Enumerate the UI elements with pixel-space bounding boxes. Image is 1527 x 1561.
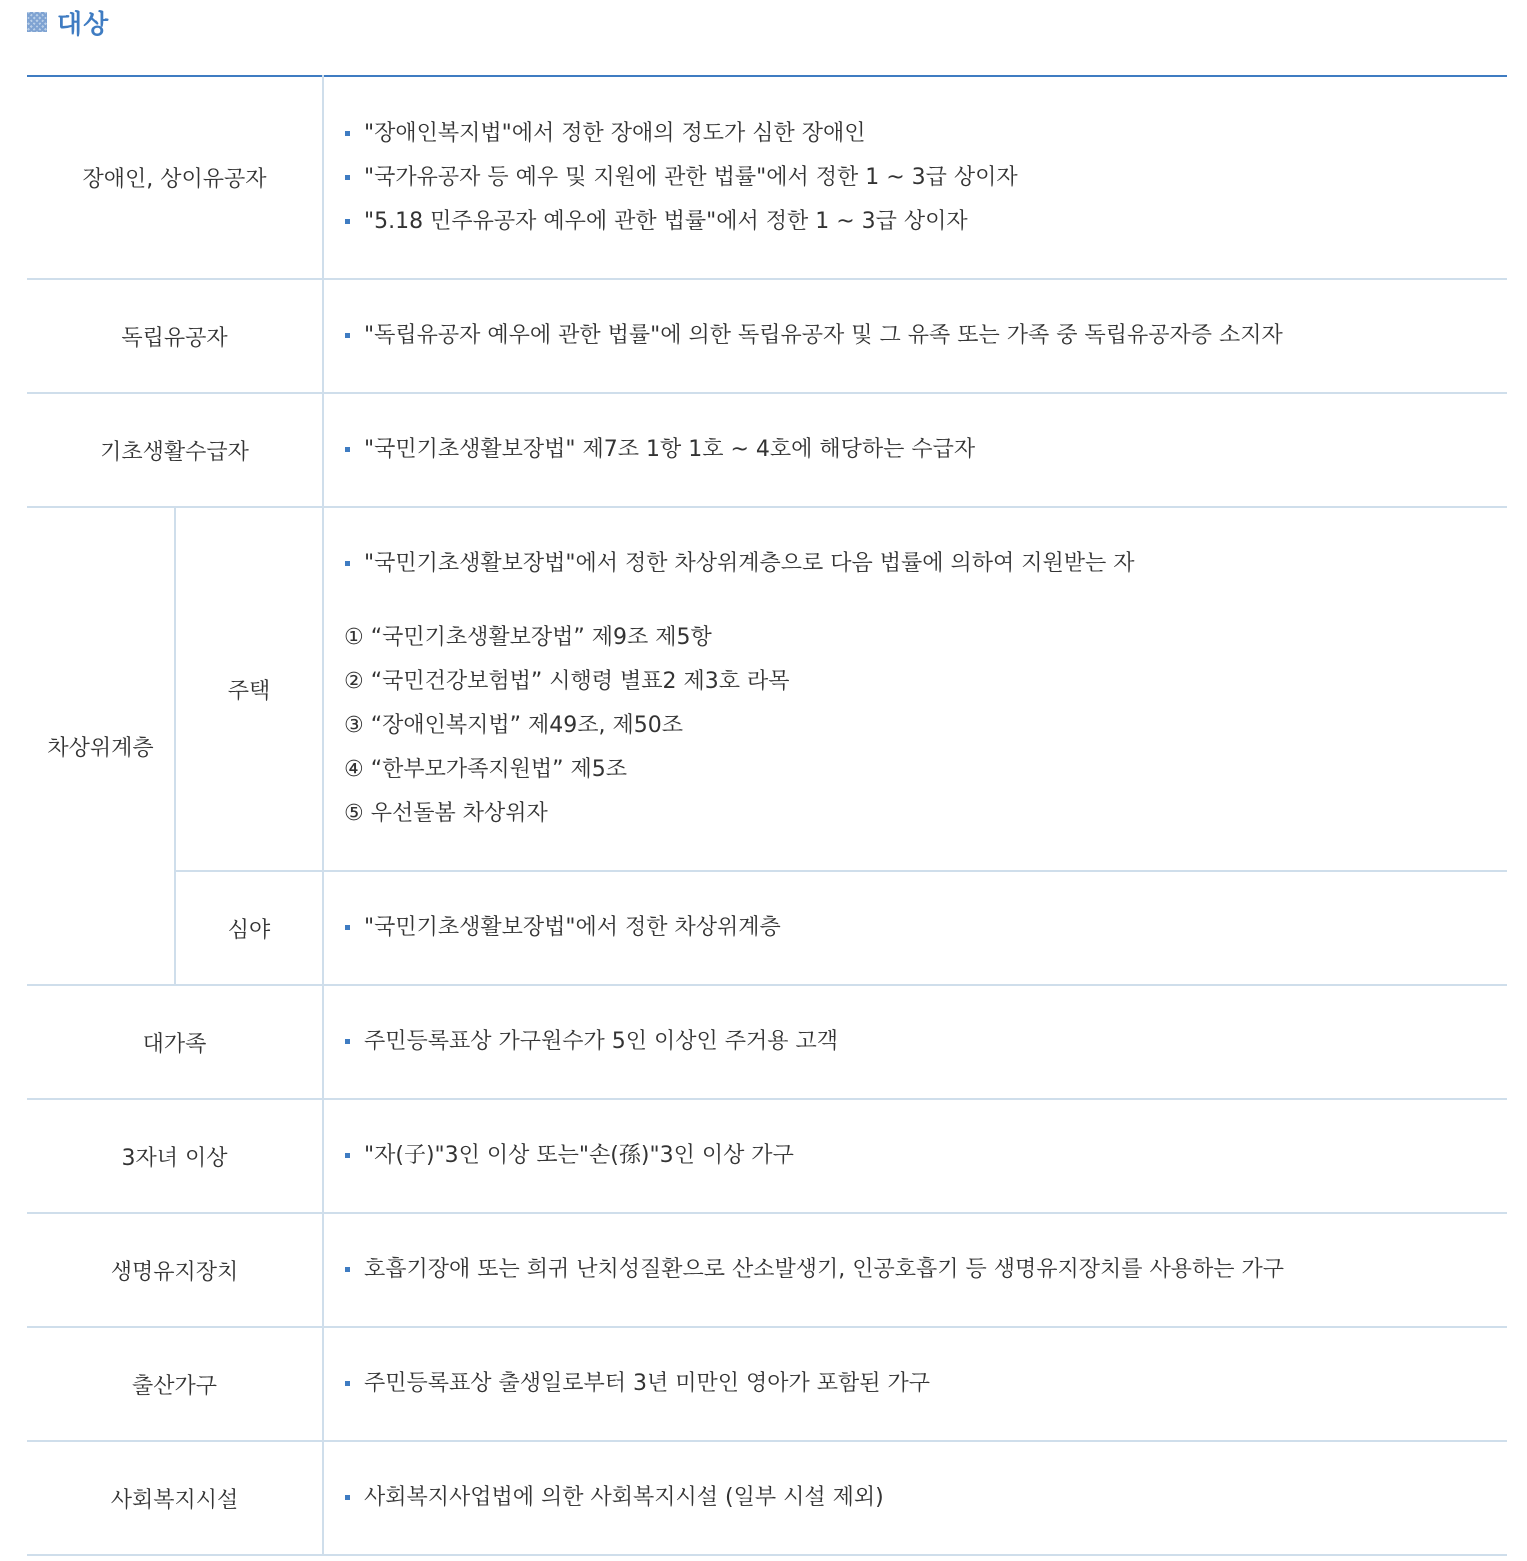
list-item: 호흡기장애 또는 희귀 난치성질환으로 산소발생기, 인공호흡기 등 생명유지장치를 사용하는 가구: [344, 1248, 1487, 1292]
pattern-square-icon: [27, 12, 47, 32]
row-content: [323, 1327, 1507, 1441]
table-row: [27, 1441, 1507, 1555]
law-item: ④ “한부모가족지원법” 제5조: [344, 757, 628, 782]
section-title: 대상: [57, 9, 110, 40]
row-content: [323, 871, 1507, 985]
law-item: ② “국민건강보험법” 시행령 별표2 제3호 라목: [344, 669, 790, 694]
law-item: ⑤ 우선돌봄 차상위자: [344, 801, 548, 826]
row-label: 3자녀 이상: [27, 1099, 323, 1213]
list-item: 주민등록표상 출생일로부터 3년 미만인 영아가 포함된 가구: [344, 1362, 1487, 1406]
list-item: "국민기초생활보장법"에서 정한 차상위계층: [344, 906, 1487, 950]
table-row: [27, 507, 1507, 871]
row-content: [323, 1213, 1507, 1327]
table-row: [27, 393, 1507, 507]
row-label: 독립유공자: [27, 279, 323, 393]
row-content: [323, 76, 1507, 279]
row-label: 장애인, 상이유공자: [27, 76, 323, 279]
table-row: [27, 76, 1507, 279]
list-item: "국가유공자 등 예우 및 지원에 관한 법률"에서 정한 1 ~ 3급 상이자: [344, 156, 1487, 200]
row-content: [323, 985, 1507, 1099]
table-row: [27, 871, 1507, 985]
table-row: [27, 985, 1507, 1099]
row-label: 출산가구: [27, 1327, 323, 1441]
row-label: 생명유지장치: [27, 1213, 323, 1327]
law-list: [344, 616, 1487, 836]
law-item: ③ “장애인복지법” 제49조, 제50조: [344, 713, 684, 738]
row-sublabel: 심야: [175, 871, 323, 985]
table-row: [27, 1213, 1507, 1327]
list-item: "장애인복지법"에서 정한 장애의 정도가 심한 장애인: [344, 112, 1487, 156]
list-item: 사회복지사업법에 의한 사회복지시설 (일부 시설 제외): [344, 1476, 1487, 1520]
list-item: 주민등록표상 가구원수가 5인 이상인 주거용 고객: [344, 1020, 1487, 1064]
law-item: ① “국민기초생활보장법” 제9조 제5항: [344, 625, 712, 650]
row-label: 사회복지시설: [27, 1441, 323, 1555]
row-label: 기초생활수급자: [27, 393, 323, 507]
list-item: "5.18 민주유공자 예우에 관한 법률"에서 정한 1 ~ 3급 상이자: [344, 200, 1487, 244]
row-content: [323, 279, 1507, 393]
table-row: [27, 279, 1507, 393]
row-content: [323, 393, 1507, 507]
row-label: 차상위계층: [27, 507, 175, 985]
row-label: 대가족: [27, 985, 323, 1099]
list-item: "국민기초생활보장법" 제7조 1항 1호 ~ 4호에 해당하는 수급자: [344, 428, 1487, 472]
row-sublabel: 주택: [175, 507, 323, 871]
table-row: [27, 1327, 1507, 1441]
table-row: [27, 1099, 1507, 1213]
eligibility-table: [27, 75, 1507, 1556]
list-item: "독립유공자 예우에 관한 법률"에 의한 독립유공자 및 그 유족 또는 가족 중 독립유공자증 소지자: [344, 314, 1487, 358]
row-content: [323, 507, 1507, 871]
list-item: "자(子)"3인 이상 또는"손(孫)"3인 이상 가구: [344, 1134, 1487, 1178]
section-heading: [27, 4, 109, 40]
row-content: [323, 1441, 1507, 1555]
row-content: [323, 1099, 1507, 1213]
list-item: "국민기초생활보장법"에서 정한 차상위계층으로 다음 법률에 의하여 지원받는 자: [344, 542, 1487, 586]
